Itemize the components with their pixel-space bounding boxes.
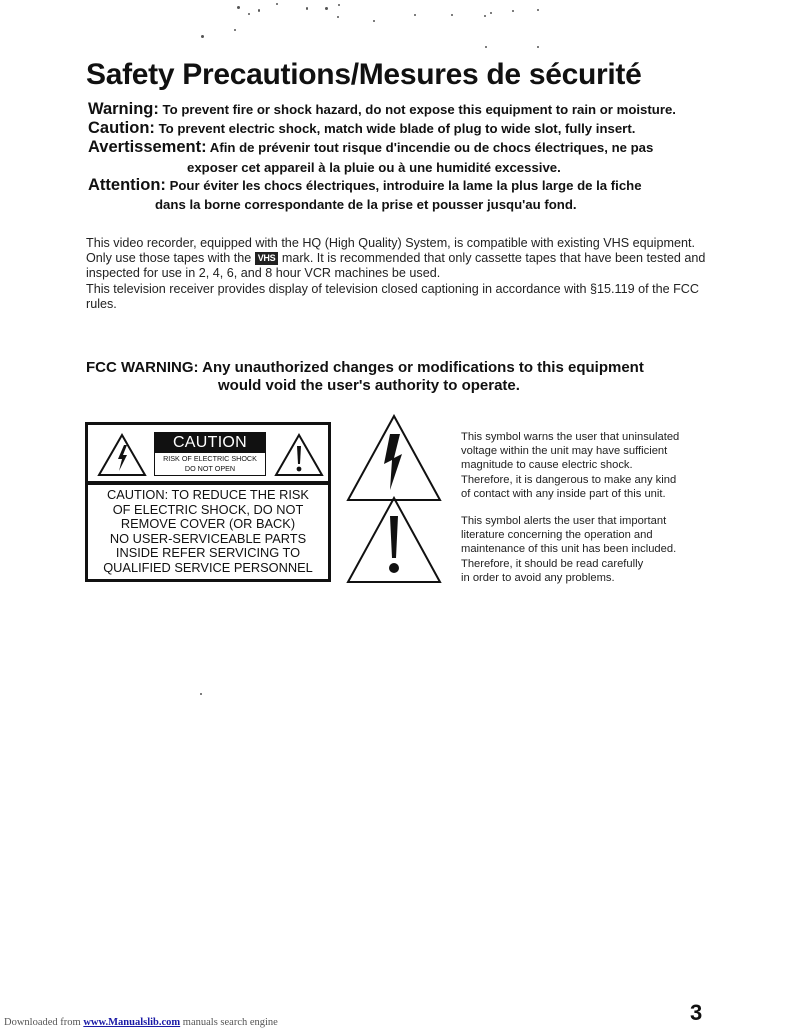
- description-line: Therefore, it is dangerous to make any kind: [461, 473, 677, 486]
- description-line: This symbol warns the user that uninsulated: [461, 431, 680, 443]
- caution-label: [85, 422, 331, 582]
- body-paragraphs: [86, 236, 726, 312]
- notice-label: Avertissement:: [88, 138, 207, 156]
- description-line: Therefore, it should be read carefully: [461, 557, 644, 570]
- paragraph-hq-system: This video recorder, equipped with the HQ (High Quality) System, is compatible with existing VHS equipment.: [86, 236, 695, 250]
- notice-text: Afin de prévenir tout risque d'incendie ou de chocs électriques, ne pas: [209, 140, 654, 155]
- paragraph-closed-captioning: This television receiver provides display of television closed captioning in accordance with §15.119 of the FCC rules.: [86, 281, 699, 311]
- caution-banner: [154, 432, 266, 476]
- caution-line: CAUTION: TO REDUCE THE RISK: [107, 487, 309, 502]
- description-line: maintenance of this unit has been included.: [461, 543, 677, 556]
- page-number: 3: [690, 1000, 703, 1025]
- notice-label: Caution:: [88, 119, 155, 137]
- caution-label-header: [88, 425, 328, 485]
- caution-banner-line: RISK OF ELECTRIC SHOCK: [163, 454, 257, 463]
- footer-suffix: manuals search engine: [180, 1017, 278, 1028]
- caution-line: OF ELECTRIC SHOCK, DO NOT: [112, 501, 304, 517]
- lightning-warning-icon: [97, 433, 147, 477]
- description-line: magnitude to cause electric shock.: [461, 459, 633, 472]
- caution-banner-subtitle: [155, 453, 265, 474]
- caution-line: REMOVE COVER (OR BACK): [120, 516, 296, 532]
- lightning-symbol-description: [461, 430, 679, 501]
- notice-attention-continuation: dans la borne correspondante de la prise et pousser jusqu'au fond.: [155, 197, 577, 212]
- description-line: literature concerning the operation and: [461, 529, 653, 542]
- caution-line: INSIDE REFER SERVICING TO: [115, 545, 301, 561]
- notice-avertissement: [88, 138, 653, 157]
- fcc-warning-label: FCC WARNING:: [86, 359, 199, 376]
- caution-line: NO USER-SERVICEABLE PARTS: [109, 530, 307, 546]
- notice-text: To prevent electric shock, match wide blade of plug to wide slot, fully insert.: [158, 121, 636, 136]
- description-line: of contact with any inside part of this unit.: [461, 487, 666, 500]
- vhs-logo-icon: VHS: [255, 252, 279, 265]
- manualslib-link[interactable]: www.Manualslib.com: [83, 1017, 181, 1028]
- caution-label-text: [88, 488, 328, 576]
- description-line: voltage within the unit may have sufficient: [461, 445, 668, 458]
- notice-text: To prevent fire or shock hazard, do not expose this equipment to rain or moisture.: [162, 102, 676, 117]
- lightning-warning-icon: [346, 414, 442, 502]
- description-line: in order to avoid any problems.: [461, 571, 615, 584]
- notice-caution: [88, 119, 635, 138]
- paragraph-text: mark. It is recommended that only cassette tapes that have been tested and inspected for use in 2, 4, 6, and 8 hour VCR machines be used.: [86, 251, 706, 281]
- download-footer: [4, 1017, 278, 1028]
- description-line: This symbol alerts the user that important: [461, 515, 667, 527]
- notice-avertissement-continuation: exposer cet appareil à la pluie ou à une humidité excessive.: [187, 160, 561, 175]
- page-title: Safety Precautions/Mesures de sécurité: [86, 58, 642, 91]
- exclamation-warning-icon: [274, 433, 324, 477]
- caution-banner-line: DO NOT OPEN: [184, 464, 236, 473]
- exclamation-symbol-description: [461, 514, 676, 585]
- fcc-warning-line2: would void the user's authority to operate.: [218, 377, 520, 394]
- notice-text: Pour éviter les chocs électriques, introduire la lame la plus large de la fiche: [169, 178, 642, 193]
- caution-line: QUALIFIED SERVICE PERSONNEL: [103, 559, 313, 575]
- caution-banner-title: CAUTION: [155, 433, 265, 453]
- exclamation-warning-icon: [346, 496, 442, 584]
- notice-label: Attention:: [88, 176, 166, 194]
- notice-warning: [88, 100, 676, 119]
- paragraph-tapes: [86, 251, 726, 281]
- notice-attention: [88, 176, 642, 195]
- notice-label: Warning:: [88, 100, 159, 118]
- paragraph-text: Only use those tapes with the: [86, 251, 255, 266]
- fcc-warning-line1: Any unauthorized changes or modifications to this equipment: [202, 359, 644, 376]
- footer-prefix: Downloaded from: [4, 1017, 84, 1028]
- fcc-warning: [86, 359, 644, 376]
